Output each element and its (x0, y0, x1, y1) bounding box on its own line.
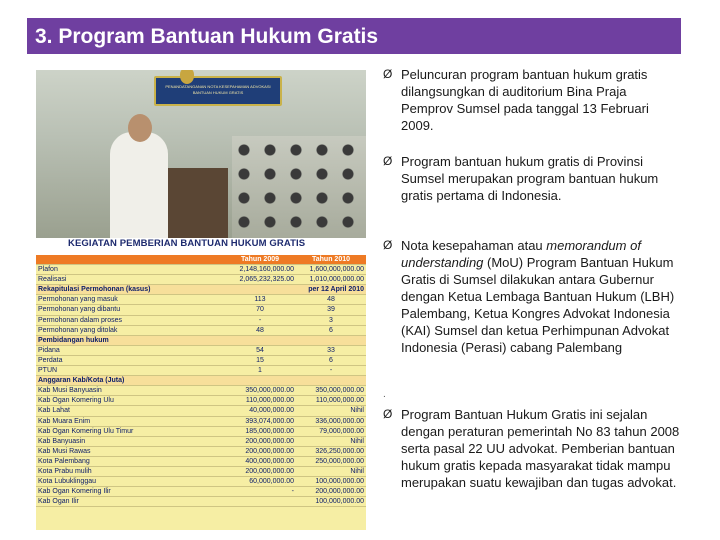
table-row-label: Kab Banyuasin (36, 436, 224, 446)
table-cell-y2009: 200,000,000.00 (224, 446, 296, 456)
table-cell-y2009: 200,000,000.00 (224, 436, 296, 446)
podium-figure (162, 168, 228, 238)
table-row (36, 386, 366, 396)
table-cell-y2009: 2,148,160,000.00 (224, 265, 296, 275)
table-row (36, 325, 366, 335)
table-row (36, 477, 366, 487)
legal-aid-table (36, 255, 366, 507)
arrow-bullet-icon: Ø (383, 407, 393, 421)
table-cell-y2009 (224, 376, 296, 386)
table-cell-y2010 (296, 376, 366, 386)
table-row (36, 406, 366, 416)
bullet-item (383, 153, 681, 204)
table-row (36, 497, 366, 507)
table-cell-y2010: - (296, 366, 366, 376)
table-row (36, 275, 366, 285)
table-row (36, 315, 366, 325)
table-row-label: Kota Prabu mulih (36, 466, 224, 476)
table-row-label: Kab Ogan Komering Ilir (36, 487, 224, 497)
table-cell-y2010: 39 (296, 305, 366, 315)
table-row (36, 396, 366, 406)
audience-figure (232, 136, 366, 238)
separator-dot: . (383, 389, 386, 400)
table-row-label: Pembidangan hukum (36, 335, 224, 345)
table-title: KEGIATAN PEMBERIAN BANTUAN HUKUM GRATIS (68, 238, 306, 249)
bullet-text-pre: Nota kesepahaman atau (401, 238, 547, 253)
table-row (36, 355, 366, 365)
table-cell-y2010: 200,000,000.00 (296, 487, 366, 497)
table-row-label: Permohonan yang ditolak (36, 325, 224, 335)
table-cell-y2009: 2,065,232,325.00 (224, 275, 296, 285)
table-section-row (36, 285, 366, 295)
table-cell-y2009: 200,000,000.00 (224, 466, 296, 476)
table-cell-y2009: 15 (224, 355, 296, 365)
bullet-text-emphasis: memorandum of understanding (401, 238, 641, 270)
table-row (36, 446, 366, 456)
bullet-item (383, 406, 681, 491)
table-cell-y2009: 350,000,000.00 (224, 386, 296, 396)
bullet-item (383, 66, 681, 134)
table-cell-y2010: Nihil (296, 436, 366, 446)
table-row (36, 295, 366, 305)
table-row (36, 265, 366, 275)
table-cell-y2010: 350,000,000.00 (296, 386, 366, 396)
speaker-figure (110, 132, 168, 238)
bullet-text-post: (MoU) Program Bantuan Hukum Gratis di Sumsel dilakukan antara Gubernur dengan Ketua Lembaga Bantuan Hukum (LBH) Palembang, Ketua Kongres Advokat Indonesia (KAI) Sumsel dan ketua Perhimpunan Advokat Indonesia (Perasi) cabang Palembang (401, 255, 675, 355)
bullet-item (383, 237, 681, 356)
table-cell-y2009: 1 (224, 366, 296, 376)
table-cell-y2010: Nihil (296, 466, 366, 476)
table-header-cell: Tahun 2010 (296, 255, 366, 265)
arrow-bullet-icon: Ø (383, 67, 393, 81)
table-cell-y2010: per 12 April 2010 (296, 285, 366, 295)
table-row (36, 345, 366, 355)
arrow-bullet-icon: Ø (383, 238, 393, 252)
bullet-text: Program Bantuan Hukum Gratis ini sejalan dengan peraturan pemerintah No 83 tahun 2008 serta pasal 22 UU advokat. Pemberian bantuan hukum gratis kepada masyarakat tidak mampu merupakan suatu kewajiban dan tugas advokat. (401, 407, 680, 490)
table-cell-y2010 (296, 335, 366, 345)
table-row (36, 466, 366, 476)
table-cell-y2009: 40,000,000.00 (224, 406, 296, 416)
table-row-label: Kab Musi Rawas (36, 446, 224, 456)
table-cell-y2010: 6 (296, 355, 366, 365)
arrow-bullet-icon: Ø (383, 154, 393, 168)
table-cell-y2010: 48 (296, 295, 366, 305)
event-photo (36, 70, 366, 238)
table-row-label: Perdata (36, 355, 224, 365)
table-row (36, 416, 366, 426)
table-row-label: Kab Musi Banyuasin (36, 386, 224, 396)
table-cell-y2010: 326,250,000.00 (296, 446, 366, 456)
table-cell-y2010: 250,000,000.00 (296, 456, 366, 466)
table-cell-y2009 (224, 285, 296, 295)
table-section-row (36, 376, 366, 386)
table-row-label: Kab Ogan Komering Ulu Timur (36, 426, 224, 436)
legal-aid-table-section (36, 238, 366, 530)
speaker-head-figure (128, 114, 152, 142)
table-header-cell (36, 255, 224, 265)
table-row-label: Kab Ogan Komering Ulu (36, 396, 224, 406)
table-cell-y2010: Nihil (296, 406, 366, 416)
table-row-label: Rekapitulasi Permohonan (kasus) (36, 285, 224, 295)
table-cell-y2009: 113 (224, 295, 296, 305)
table-cell-y2009: 400,000,000.00 (224, 456, 296, 466)
slide-title: 3. Program Bantuan Hukum Gratis (27, 18, 681, 54)
table-row-label: Kab Muara Enim (36, 416, 224, 426)
table-cell-y2010: 110,000,000.00 (296, 396, 366, 406)
table-row (36, 366, 366, 376)
table-row-label: Kab Ogan Ilir (36, 497, 224, 507)
table-row (36, 436, 366, 446)
bullet-text: Program bantuan hukum gratis di Provinsi Sumsel merupakan program bantuan hukum gratis pertama di Indonesia. (401, 154, 659, 203)
table-row-label: PTUN (36, 366, 224, 376)
table-header-row (36, 255, 366, 265)
table-row-label: Permohonan yang dibantu (36, 305, 224, 315)
table-row-label: Kab Lahat (36, 406, 224, 416)
table-row-label: Permohonan dalam proses (36, 315, 224, 325)
table-cell-y2010: 3 (296, 315, 366, 325)
table-wrapper (36, 255, 366, 530)
table-row-label: Pidana (36, 345, 224, 355)
table-cell-y2009: 60,000,000.00 (224, 477, 296, 487)
table-cell-y2010: 1,010,000,000.00 (296, 275, 366, 285)
table-cell-y2010: 100,000,000.00 (296, 477, 366, 487)
table-cell-y2009: 393,074,000.00 (224, 416, 296, 426)
table-row (36, 487, 366, 497)
table-row-label: Kota Palembang (36, 456, 224, 466)
table-cell-y2009: - (224, 315, 296, 325)
table-cell-y2009 (224, 335, 296, 345)
table-row (36, 426, 366, 436)
table-cell-y2010: 336,000,000.00 (296, 416, 366, 426)
table-row-label: Permohonan yang masuk (36, 295, 224, 305)
table-cell-y2010: 6 (296, 325, 366, 335)
table-cell-y2009: 110,000,000.00 (224, 396, 296, 406)
table-cell-y2010: 33 (296, 345, 366, 355)
table-cell-y2009 (224, 497, 296, 507)
table-cell-y2010: 1,600,000,000.00 (296, 265, 366, 275)
table-cell-y2009: 185,000,000.00 (224, 426, 296, 436)
table-cell-y2009: - (224, 487, 296, 497)
table-header-cell: Tahun 2009 (224, 255, 296, 265)
table-row (36, 305, 366, 315)
table-row-label: Plafon (36, 265, 224, 275)
table-cell-y2010: 100,000,000.00 (296, 497, 366, 507)
table-row-label: Realisasi (36, 275, 224, 285)
table-cell-y2010: 79,000,000.00 (296, 426, 366, 436)
event-banner: PENANDATANGANAN NOTA KESEPAHAMAN ADVOKASI BANTUAN HUKUM GRATIS (154, 76, 282, 106)
table-cell-y2009: 54 (224, 345, 296, 355)
table-cell-y2009: 48 (224, 325, 296, 335)
table-row (36, 456, 366, 466)
table-section-row (36, 335, 366, 345)
bullet-text: Peluncuran program bantuan hukum gratis dilangsungkan di auditorium Bina Praja Pemprov Sumsel pada tanggal 13 Februari 2009. (401, 67, 649, 133)
table-row-label: Kota Lubuklinggau (36, 477, 224, 487)
table-row-label: Anggaran Kab/Kota (Juta) (36, 376, 224, 386)
table-cell-y2009: 70 (224, 305, 296, 315)
